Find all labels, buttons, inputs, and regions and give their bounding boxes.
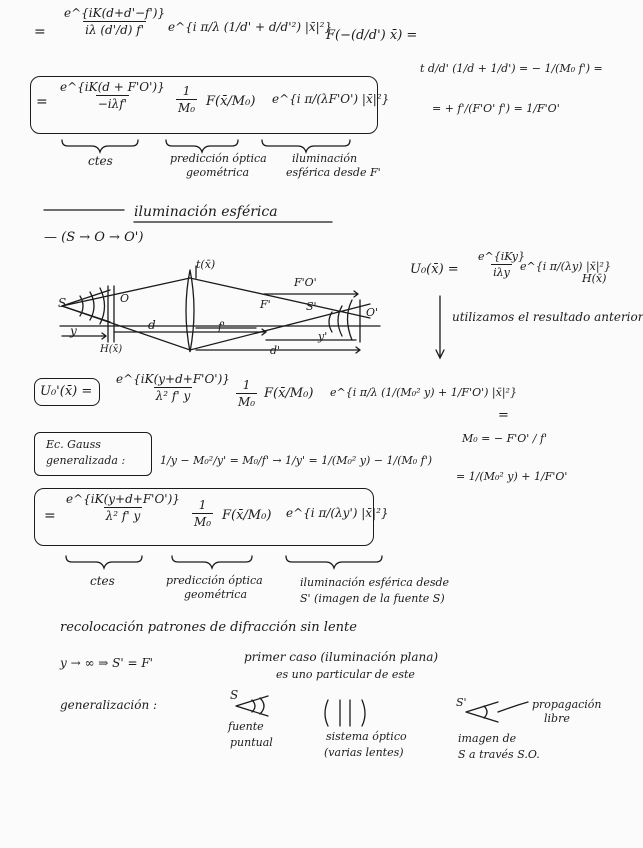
eq1-fourier: F(−(d/d') x̄) = <box>326 28 418 43</box>
dim-dprime <box>196 347 360 353</box>
gen-sprime: S' <box>456 696 467 709</box>
gen-source-cone <box>236 696 268 716</box>
eq2-prefix: = <box>36 94 48 110</box>
diagram-oprime-label: O' <box>366 306 379 319</box>
u0-H: H(x̄) <box>582 272 607 285</box>
eq2-fraction-numerator: e^{iK(d + F'O')} <box>60 80 165 94</box>
gen-puntual: puntual <box>230 736 273 749</box>
u0-fraction-numerator: e^{iKy} <box>478 250 525 263</box>
gen-lenses <box>325 700 365 726</box>
eq3-fourier: F(x̄/M₀) <box>264 386 314 401</box>
gen-varias: (varias lentes) <box>324 746 404 759</box>
diagram-y-label: y <box>70 324 77 338</box>
gen-fuente: fuente <box>228 720 264 733</box>
ray-left-top <box>62 290 110 306</box>
diagram-fprime-label: f' <box>218 320 226 333</box>
brace-ctes-2 <box>66 556 142 568</box>
labels1-illumination: iluminación <box>292 152 358 165</box>
u0-fraction-denominator: iλy <box>493 266 510 279</box>
limit-particular: es uno particular de este <box>276 668 415 681</box>
brace-ilum-1 <box>262 140 350 152</box>
dim-y <box>62 333 106 339</box>
diagram-s-label: S <box>58 296 67 310</box>
eq3-exponential: e^{i π/λ (1/(M₀² y) + 1/F'O') |x̄|²} <box>330 386 517 399</box>
brace-pred-1 <box>166 140 238 152</box>
eq4-prefix: = <box>44 508 56 524</box>
labels1-ctes: ctes <box>88 154 113 168</box>
gauss-m0: M₀ = − F'O' / f' <box>462 432 548 445</box>
labels1-illumination-2: esférica desde F' <box>286 166 381 179</box>
eq3-one: 1 <box>242 378 251 392</box>
eq4-exponential: e^{i π/(λy') |x̄|²} <box>286 506 389 520</box>
eq1-fraction-numerator: e^{iK(d+d'−f')} <box>64 6 166 20</box>
diagram-yprime-label: y' <box>318 330 328 343</box>
section-title: iluminación esférica <box>134 204 278 220</box>
eq4-one: 1 <box>198 498 207 512</box>
diagram-f-label: F' <box>260 298 271 311</box>
gauss-title-2: generalizada : <box>46 454 126 467</box>
eq1-side-note: t d/d' (1/d + 1/d') = − 1/(M₀ f') = <box>420 62 603 75</box>
gen-source-s: S <box>230 688 239 702</box>
recolocation-text: recolocación patrones de difracción sin lente <box>60 620 357 635</box>
gen-imagen: imagen de <box>458 732 517 745</box>
gen-atraves: S a través S.O. <box>458 748 540 761</box>
eq1-prefix: = <box>34 24 46 40</box>
brace-ilum-2 <box>286 556 382 568</box>
eq2-fraction-denominator: −iλf' <box>97 97 127 111</box>
sprime-waves-3 <box>348 300 353 340</box>
eq2-exponential: e^{i π/(λF'O') |x̄|²} <box>272 92 390 106</box>
brace-ctes-1 <box>62 140 138 152</box>
labels1-prediction: predicción óptica <box>170 152 267 165</box>
eq2-fourier: F(x̄/M₀) <box>206 94 256 109</box>
eq4-fraction-numerator: e^{iK(y+d+F'O')} <box>66 492 180 506</box>
gen-sistema: sistema óptico <box>326 730 407 743</box>
eq2-m0: M₀ <box>178 101 196 115</box>
gauss-result: = 1/(M₀² y) + 1/F'O' <box>456 470 568 483</box>
diagram-o-label: O <box>120 292 130 305</box>
eq3-fraction-numerator: e^{iK(y+d+F'O')} <box>116 372 230 386</box>
labels2-ctes: ctes <box>90 574 115 588</box>
eq4-fraction-denominator: λ² f' y <box>105 509 141 523</box>
util-arrow <box>436 296 444 358</box>
eq3-m0: M₀ <box>238 395 256 409</box>
gen-prop-arrow <box>498 702 528 712</box>
eq1-exponential: e^{i π/λ (1/d' + d/d'²) |x̄|²} <box>168 20 333 34</box>
diagram-fo-label: F'O' <box>294 276 317 289</box>
u0-exponential: e^{i π/(λy) |x̄|²} <box>520 260 611 273</box>
limit-text: y → ∞ ⇒ S' = F' <box>60 656 153 670</box>
gen-image-cone <box>466 702 498 722</box>
eq3-lhs: U₀'(x̄) = <box>40 384 93 399</box>
eq1-fraction-denominator: iλ (d'/d) f' <box>85 23 144 37</box>
eq4-fourier: F(x̄/M₀) <box>222 508 272 523</box>
eq3-equals: = <box>498 408 509 423</box>
limit-case: primer caso (iluminación plana) <box>244 650 439 664</box>
eq4-m0: M₀ <box>194 515 212 529</box>
generalization-label: generalización : <box>60 698 158 712</box>
diagram-H-label: H(x̄) <box>100 344 123 355</box>
brace-pred-2 <box>172 556 252 568</box>
diagram-dprime-label: d' <box>270 344 281 357</box>
eq2-one: 1 <box>182 84 191 98</box>
gauss-formula: 1/y − M₀²/y' = M₀/f' → 1/y' = 1/(M₀² y) − 1/(M₀ f') <box>160 454 433 467</box>
eq3-fraction-denominator: λ² f' y <box>155 389 191 403</box>
gen-prop: propagación <box>532 698 602 711</box>
diagram-sprime-label: S' <box>306 300 317 313</box>
util-note: utilizamos el resultado anterior <box>452 310 643 324</box>
dim-d <box>114 329 266 335</box>
labels2-illumination-2: S' (imagen de la fuente S) <box>300 592 445 605</box>
diagram-t-label: t(x̄) <box>196 258 216 271</box>
labels1-prediction-2: geométrica <box>186 166 250 179</box>
diagram-d-label: d <box>148 318 156 332</box>
gen-libre: libre <box>544 712 570 725</box>
lens <box>186 270 194 352</box>
labels2-prediction-2: geométrica <box>184 588 248 601</box>
labels2-illumination: iluminación esférica desde <box>300 576 450 589</box>
ray-left-bottom <box>62 306 110 322</box>
dim-fo <box>264 291 358 297</box>
chain-text: — (S → O → O') <box>44 230 144 245</box>
gauss-title: Ec. Gauss <box>46 438 101 451</box>
labels2-prediction: predicción óptica <box>166 574 263 587</box>
u0-lhs: U₀(x̄) = <box>410 262 459 277</box>
eq1-side-note-2: = + f'/(F'O' f') = 1/F'O' <box>432 102 560 115</box>
